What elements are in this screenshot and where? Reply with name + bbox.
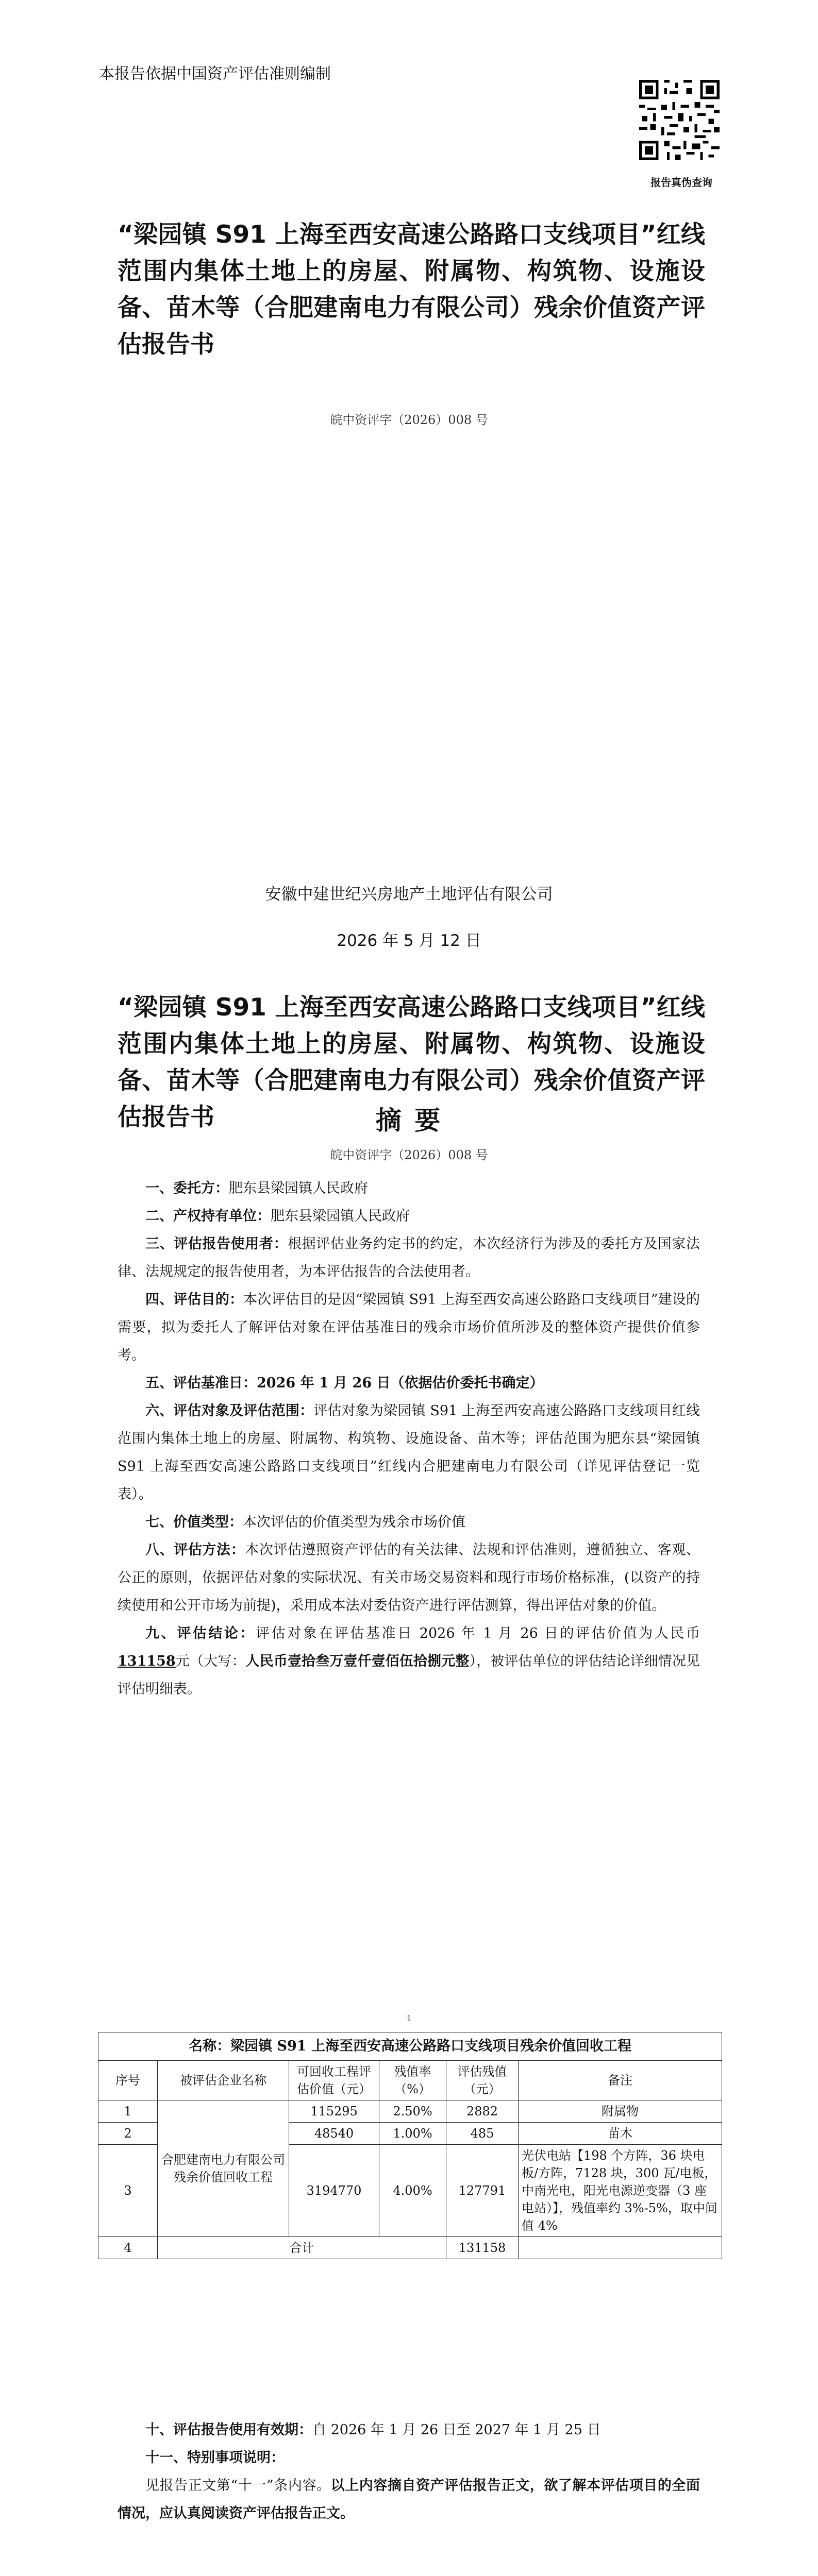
item-users: 三、评估报告使用者：根据评估业务约定书的约定，本次经济行为涉及的委托方及国家法律、法规规定的报告使用者，为本评估报告的合法使用者。 [118, 1236, 700, 1280]
header-note: 备注 [519, 2061, 722, 2100]
item-base-date: 五、评估基准日：2026 年 1 月 26 日（依据估价委托书确定） [145, 1375, 544, 1391]
summary-document-number: 皖中资评字（2026）008 号 [330, 1148, 488, 1162]
header-value: 可回收工程评估价值（元） [289, 2061, 379, 2100]
summary-tail [118, 2416, 700, 2528]
table-caption: 名称：梁园镇 S91 上海至西安高速公路路口支线项目残余价值回收工程 [98, 2032, 722, 2061]
item-scope: 六、评估对象及评估范围：评估对象为梁园镇 S91 上海至西安高速公路路口支线项目红线范围内集体土地上的房屋、附属物、构筑物、设施设备、苗木等；评估范围为肥东县“梁园镇 S91 上海至西安高速公路路口支线项目”红线内合肥建南电力有限公司（详见评估登记一览表）。 [118, 1403, 700, 1502]
header-residual: 评估残值（元） [446, 2061, 519, 2100]
appraisal-company: 安徽中建世纪兴房地产土地评估有限公司 [265, 885, 553, 904]
item-owner: 二、产权持有单位：肥东县梁园镇人民政府 [145, 1208, 410, 1224]
table-row: 1 合肥建南电力有限公司残余价值回收工程 115295 2.50% 2882 附属物 [98, 2100, 722, 2123]
header-company: 被评估企业名称 [158, 2061, 289, 2100]
qr-caption: 报告真伪查询 [650, 176, 712, 189]
summary-body [118, 1175, 700, 1703]
document-number: 皖中资评字（2026）008 号 [330, 413, 488, 427]
header-no: 序号 [98, 2061, 158, 2100]
valuation-table [98, 2032, 722, 2259]
company-cell: 合肥建南电力有限公司残余价值回收工程 [158, 2100, 289, 2237]
report-title: “梁园镇 S91 上海至西安高速公路路口支线项目”红线范围内集体土地上的房屋、附属物、构筑物、设施设备、苗木等（合肥建南电力有限公司）残余价值资产评估报告书 [118, 221, 705, 359]
conclusion-amount-words: 人民币壹拾叁万壹仟壹佰伍拾捌元整 [245, 1653, 470, 1669]
summary-heading: 摘 要 [375, 1106, 443, 1136]
total-label: 合计 [158, 2237, 446, 2259]
qr-code-icon[interactable] [639, 80, 720, 160]
conclusion-amount: 131158 [118, 1653, 176, 1669]
item-validity: 十、评估报告使用有效期：自 2026 年 1 月 26 日至 2027 年 1 月 25 日 [145, 2422, 601, 2438]
item-purpose: 四、评估目的：本次评估目的是因“梁园镇 S91 上海至西安高速公路路口支线项目”建设的需要，拟为委托人了解评估对象在评估基准日的残余市场价值所涉及的整体资产提供价值参考。 [118, 1292, 700, 1363]
item-method: 八、评估方法：本次评估遵照资产评估的有关法律、法规和评估准则，遵循独立、客观、公正的原则，依据评估对象的实际状况、有关市场交易资料和现行市场价格标准，(以资产的持续使用和公开市场为前提)，采用成本法对委估资产进行评估测算，得出评估对象的价值。 [118, 1542, 700, 1614]
table-row: 2 48540 1.00% 485 苗木 [98, 2123, 722, 2145]
header-rate: 残值率（%） [379, 2061, 446, 2100]
item-special: 十一、特别事项说明： [145, 2450, 285, 2466]
item-value-type: 七、价值类型：本次评估的价值类型为残余市场价值 [145, 1514, 465, 1530]
item-conclusion: 九、评估结论：评估对象在评估基准日 2026 年 1 月 26 日的评估价值为人民币 131158元（大写：人民币壹拾叁万壹仟壹佰伍拾捌元整），被评估单位的评估结论详细情况见评估明细表。 [118, 1625, 700, 1697]
summary-report-title: “梁园镇 S91 上海至西安高速公路路口支线项目”红线范围内集体土地上的房屋、附属物、构筑物、设施设备、苗木等（合肥建南电力有限公司）残余价值资产评估报告书 [118, 993, 705, 1131]
table-row: 3 3194770 4.00% 127791 光伏电站【198 个方阵，36 块电板/方阵，7128 块，300 瓦/电板，中南光电，阳光电源逆变器（3 座电站）】，残值率约 3%-5%，取中间值 4% [98, 2145, 722, 2237]
item-client: 一、委托方：肥东县梁园镇人民政府 [145, 1180, 368, 1196]
total-value: 131158 [446, 2237, 519, 2259]
report-standard-note: 本报告依据中国资产评估准则编制 [99, 65, 331, 83]
report-date: 2026 年 5 月 12 日 [337, 931, 481, 950]
table-header-row [98, 2061, 722, 2100]
table-total-row: 4 合计 131158 [98, 2237, 722, 2259]
item-special-text: 见报告正文第“十一”条内容。以上内容摘自资产评估报告正文，欲了解本评估项目的全面情况，应认真阅读资产评估报告正文。 [118, 2478, 700, 2521]
page-number: 1 [406, 2013, 412, 2023]
